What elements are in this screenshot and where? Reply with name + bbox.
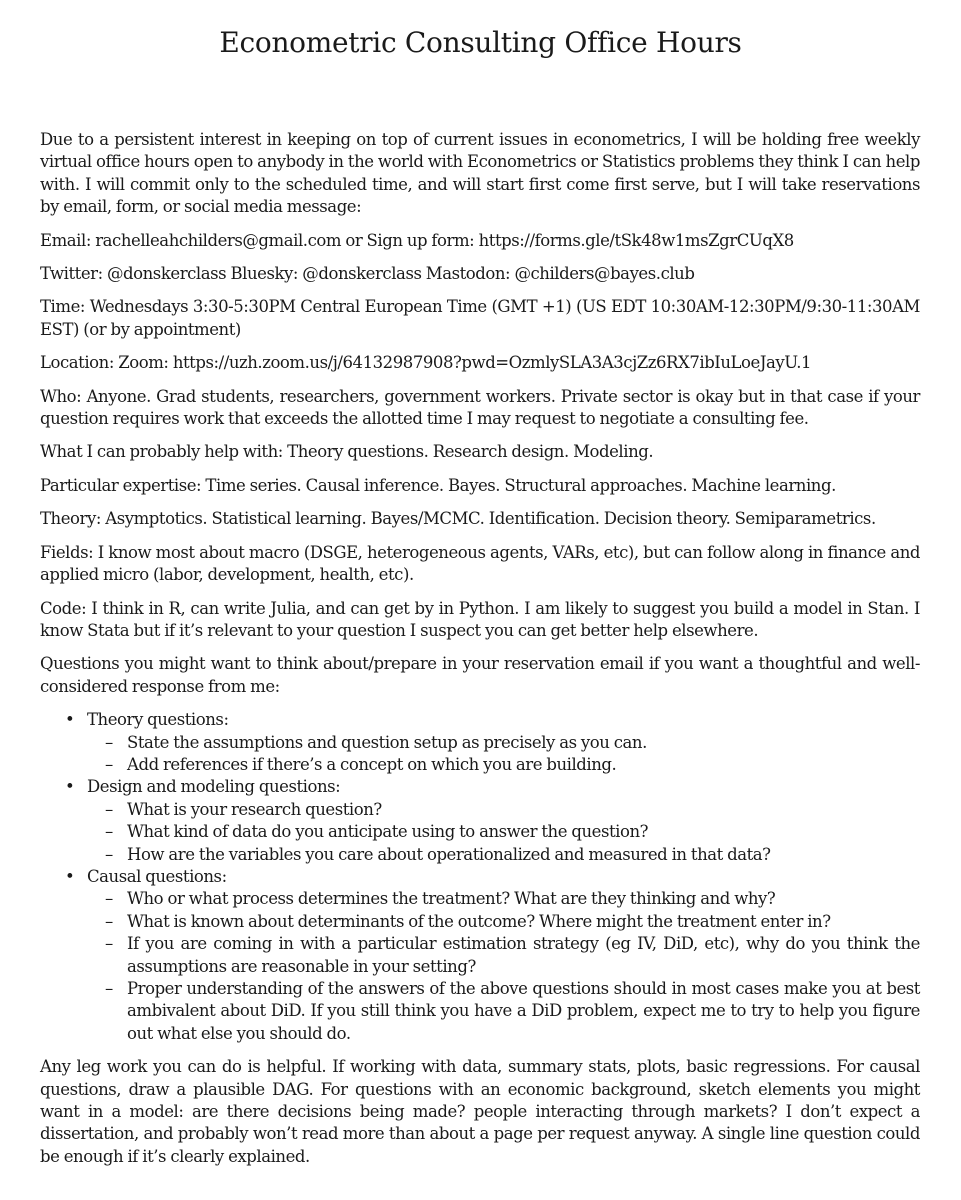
code-paragraph: Code: I think in R, can write Julia, and can get by in Python. I am likely to suggest you build a model in Stan. I know Stata but if it’s relevant to your question I suspect you can get better help elsewhere. xyxy=(40,598,920,640)
intro-paragraph: Due to a persistent interest in keeping on top of current issues in econometrics, I will be holding free weekly virtual office hours open to anybody in the world with Econometrics or Statistics problems they think I can help with. I will commit only to the scheduled time, and will start first come first serve, but I will take reservations by email, form, or social media message: xyxy=(40,130,920,217)
question-group-label: Theory questions: xyxy=(87,710,229,730)
list-item-text: Add references if there’s a concept on which you are building. xyxy=(127,754,617,774)
questions-intro: Questions you might want to think about/prepare in your reservation email if you want a thoughtful and well-considered response from me: xyxy=(40,654,920,696)
time-line: Time: Wednesdays 3:30-5:30PM Central European Time (GMT +1) (US EDT 10:30AM-12:30PM/9:30-11:30AM EST) (or by appointment) xyxy=(40,297,920,339)
list-item xyxy=(87,911,920,933)
list-item-text: State the assumptions and question setup as precisely as you can. xyxy=(127,732,647,752)
list-item xyxy=(87,799,920,821)
dash-marker: – xyxy=(105,754,113,774)
list-item xyxy=(87,933,920,978)
list-item xyxy=(87,978,920,1045)
list-item-text: What is your research question? xyxy=(127,799,382,819)
question-group-causal xyxy=(40,866,920,1045)
list-item-text: If you are coming in with a particular estimation strategy (eg IV, DiD, etc), why do you think the assumptions are reasonable in your setting? xyxy=(127,934,920,976)
question-group-design xyxy=(40,776,920,866)
dash-marker: – xyxy=(105,889,113,909)
bullet-marker: • xyxy=(65,866,75,886)
list-item xyxy=(87,821,920,843)
bullet-marker: • xyxy=(65,710,75,730)
dash-marker: – xyxy=(105,799,113,819)
list-item-text: What is known about determinants of the outcome? Where might the treatment enter in? xyxy=(127,911,831,931)
dash-marker: – xyxy=(105,979,113,998)
bullet-marker: • xyxy=(65,777,75,797)
question-group-label: Causal questions: xyxy=(87,866,227,886)
page-title: Econometric Consulting Office Hours xyxy=(219,26,742,59)
fields-paragraph: Fields: I know most about macro (DSGE, heterogeneous agents, VARs, etc), but can follow along in finance and applied micro (labor, development, health, etc). xyxy=(40,542,920,585)
sub-question-list xyxy=(87,888,920,1045)
contact-line: Email: rachelleahchilders@gmail.com or Sign up form: https://forms.gle/tSk48w1msZgrCUqX8 xyxy=(40,230,794,250)
theory-line: Theory: Asymptotics. Statistical learning. Bayes/MCMC. Identification. Decision theory. Semiparametrics. xyxy=(40,509,876,529)
dash-marker: – xyxy=(105,732,113,752)
question-list xyxy=(40,709,920,1045)
sub-question-list xyxy=(87,732,920,777)
question-group-theory xyxy=(40,709,920,776)
social-line: Twitter: @donskerclass Bluesky: @donskerclass Mastodon: @childers@bayes.club xyxy=(40,264,695,284)
list-item-text: Proper understanding of the answers of the above questions should in most cases make you at best ambivalent about DiD. If you still think you have a DiD problem, expect me to try to help you figure out what else you should do. xyxy=(127,979,920,1043)
closing-paragraph: Any leg work you can do is helpful. If working with data, summary stats, plots, basic regressions. For causal questions, draw a plausible DAG. For questions with an economic background, sketch elements you might want in a model: are there decisions being made? people interacting through markets? I don’t expect a dissertation, and probably won’t read more than about a page per request anyway. A single line question could be enough if it’s clearly explained. xyxy=(40,1057,920,1166)
expertise-line: Particular expertise: Time series. Causal inference. Bayes. Structural approaches. Machine learning. xyxy=(40,475,836,495)
location-line: Location: Zoom: https://uzh.zoom.us/j/64132987908?pwd=OzmlySLA3A3cjZz6RX7ibIuLoeJayU.1 xyxy=(40,353,812,373)
help-line: What I can probably help with: Theory questions. Research design. Modeling. xyxy=(40,442,654,462)
dash-marker: – xyxy=(105,844,113,864)
dash-marker: – xyxy=(105,934,113,954)
list-item-text: How are the variables you care about operationalized and measured in that data? xyxy=(127,844,771,864)
sub-question-list xyxy=(87,799,920,866)
list-item xyxy=(87,888,920,910)
document-body xyxy=(40,129,920,1179)
dash-marker: – xyxy=(105,822,113,842)
list-item-text: Who or what process determines the treatment? What are they thinking and why? xyxy=(127,889,776,909)
dash-marker: – xyxy=(105,911,113,931)
who-paragraph: Who: Anyone. Grad students, researchers, government workers. Private sector is okay but in that case if your question requires work that exceeds the allotted time I may request to negotiate a consulting fee. xyxy=(40,386,920,429)
list-item xyxy=(87,844,920,866)
question-group-label: Design and modeling questions: xyxy=(87,777,341,797)
list-item xyxy=(87,732,920,754)
list-item-text: What kind of data do you anticipate using to answer the question? xyxy=(127,822,649,842)
list-item xyxy=(87,754,920,776)
